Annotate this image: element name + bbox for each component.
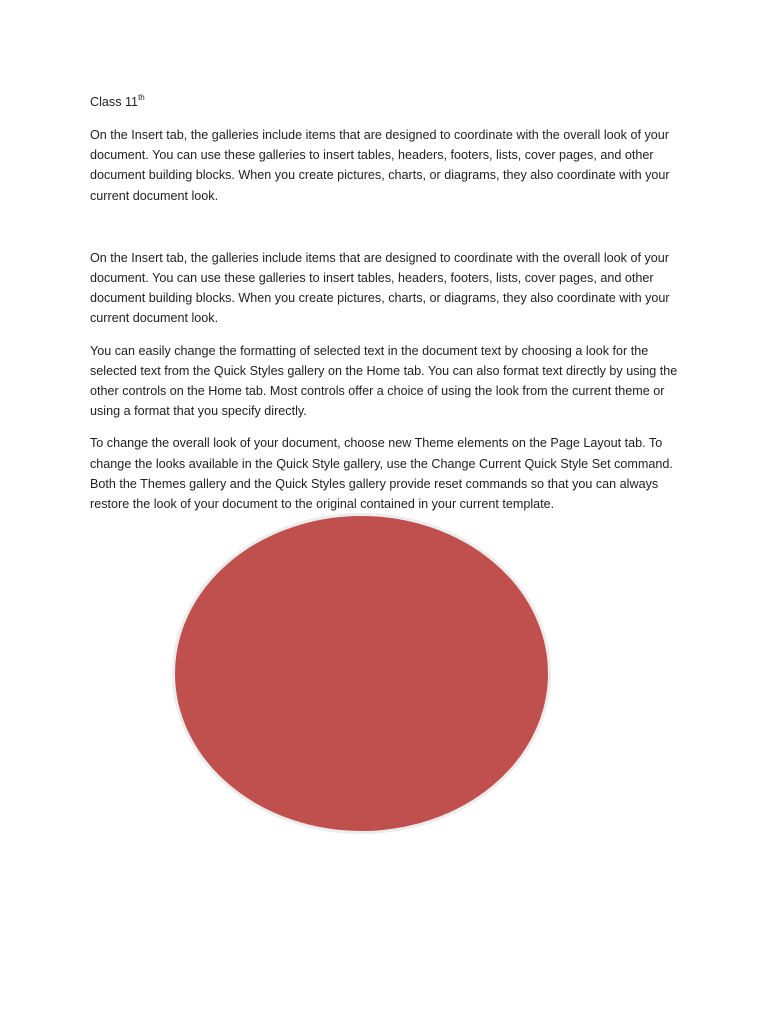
document-body [90, 92, 680, 526]
paragraph-2: On the Insert tab, the galleries include items that are designed to coordinate with the overall look of your document. You can use these galleries to insert tables, headers, footers, lists, cover pages, and other document building blocks. When you create pictures, charts, or diagrams, they also coordinate with your current document look. [90, 250, 670, 326]
heading-superscript: th [138, 92, 145, 102]
paragraph-4: To change the overall look of your document, choose new Theme elements on the Page Layout tab. To change the looks available in the Quick Style gallery, use the Change Current Quick Style Set command. Both the Themes gallery and the Quick Styles gallery provide reset commands so that you can always restore the look of your document to the original contained in your current template. [90, 436, 673, 512]
heading-text: Class 11 [90, 95, 139, 109]
paragraph-1: On the Insert tab, the galleries include items that are designed to coordinate with the overall look of your document. You can use these galleries to insert tables, headers, footers, lists, cover pages, and other document building blocks. When you create pictures, charts, or diagrams, they also coordinate with your current document look. [90, 128, 670, 203]
ellipse-shape-svg[interactable] [171, 512, 552, 835]
ellipse-shape-container[interactable] [171, 512, 552, 835]
red-ellipse-shape[interactable] [174, 515, 550, 833]
paragraph-3: You can easily change the formatting of selected text in the document text by choosing a look for the selected text from the Quick Styles gallery on the Home tab. You can also format text directly by using the other controls on the Home tab. Most controls offer a choice of using the look from the current theme or using a format that you specify directly. [90, 343, 678, 419]
document-heading [90, 92, 680, 112]
